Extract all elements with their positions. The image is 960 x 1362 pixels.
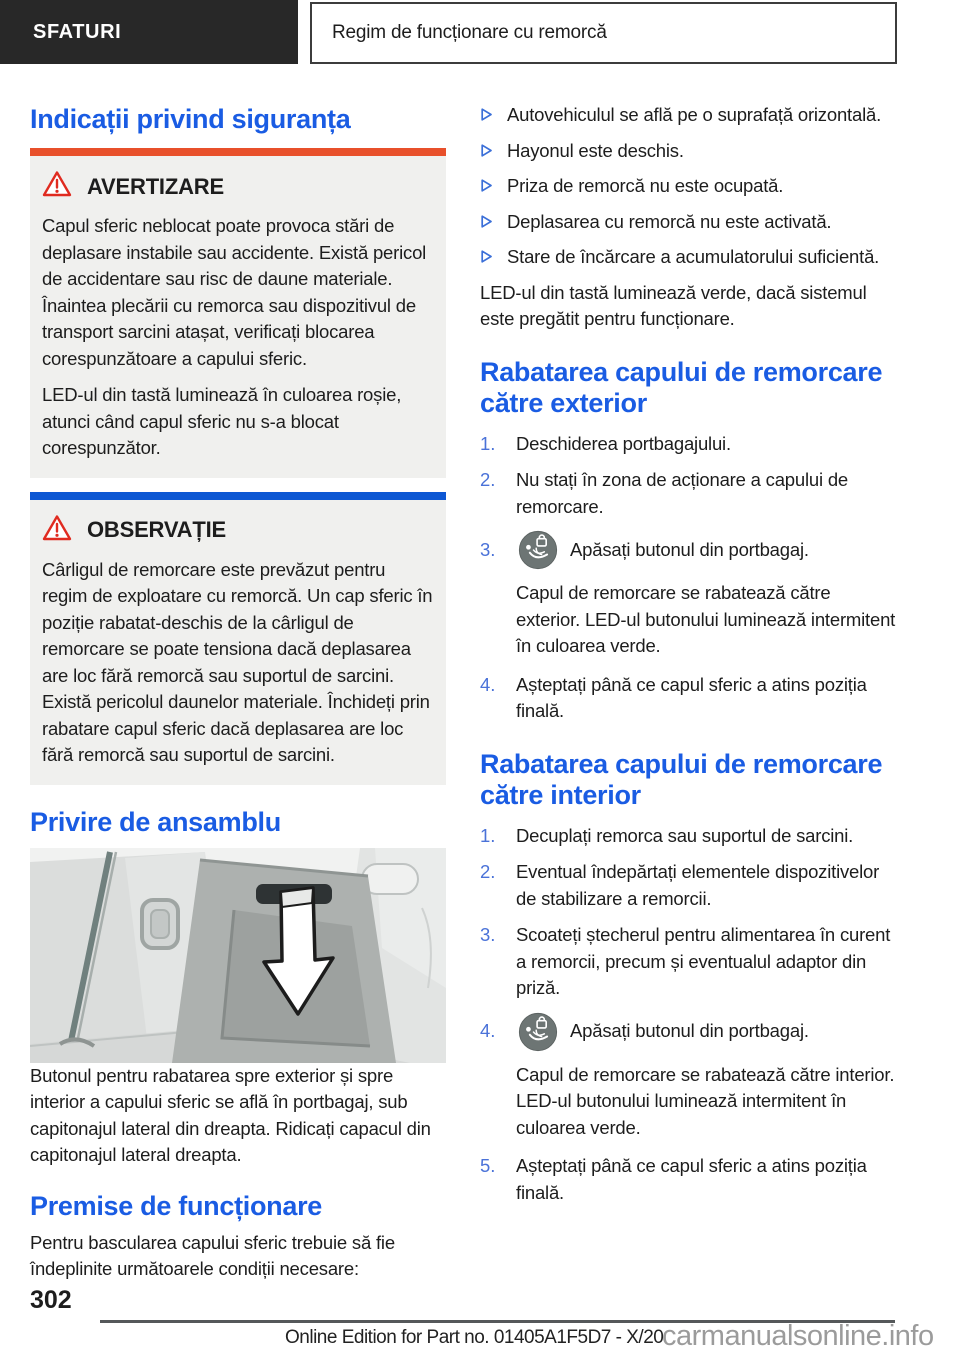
list-item-text: Priza de remorcă nu este ocupată. — [507, 175, 784, 196]
trailer-hitch-button-icon — [518, 530, 558, 570]
step-number: 1. — [480, 432, 496, 454]
step: 5. Așteptați până ce capul sferic a atins poziția finală. — [480, 1153, 898, 1206]
page-title: Indicații privind siguranța — [30, 104, 351, 134]
triangle-bullet-icon — [480, 214, 493, 236]
list-item — [480, 173, 898, 200]
notice-paragraph: Cârligul de remorcare este prevăzut pentru regim de exploatare cu remorcă. Un cap sferic în poziție rabatat-deschis de la cârligul de remorcare se poate tensiona dacă deplasarea are loc fără remorcă sau suportul de sarcini. Există pericolul daunelor materiale. Închideți prin rabatare capul sferic dacă deplasarea are loc fără remorcă sau suportul de sarcini. — [42, 558, 433, 765]
overview-paragraph: Butonul pentru rabatarea spre exterior și spre interior a capului sferic se află în portbagaj, sub capitonajul lateral din dreapta. Ridicați capacul din capitonajul lateral dreapta. — [30, 1064, 431, 1165]
warning-box — [30, 148, 446, 478]
list-item — [480, 244, 898, 271]
step-number: 3. — [480, 924, 496, 945]
list-item — [480, 209, 898, 236]
overview-heading: Privire de ansamblu — [30, 806, 281, 837]
premises-heading: Premise de funcționare — [30, 1190, 322, 1221]
list-item — [480, 102, 898, 129]
section-title: Regim de funcționare cu remorcă — [332, 22, 607, 43]
step-detail: Capul de remorcare se rabatează către interior. LED-ul butonului luminează intermitent în culoarea verde. — [516, 1063, 895, 1138]
notice-box — [30, 492, 446, 785]
step-number: 4. — [480, 673, 496, 695]
triangle-bullet-icon — [480, 178, 493, 200]
warning-paragraph: Capul sferic neblocat poate provoca stări de deplasare instabile sau accidente. Există pericol de accidentare sau risc de daune materiale. Înaintea plecării cu remorca sau dispozitivul de transport sarcini atașat, verificați blocarea corespunzătoare a capului sferic. — [42, 215, 427, 369]
fold-in-heading: Rabatarea capului de remorcare către interior — [480, 748, 883, 810]
step: 2. Eventual îndepărtați elementele dispozitivelor de stabilizare a remorcii. — [480, 859, 898, 912]
step-number: 2. — [480, 861, 496, 882]
step-number: 4. — [480, 1020, 496, 1042]
page-number: 302 — [30, 1286, 72, 1314]
step: 4. Apăsați butonul din portbagaj. — [480, 1012, 898, 1052]
chapter-tab — [0, 0, 298, 64]
triangle-bullet-icon — [480, 107, 493, 129]
warning-led-paragraph: LED-ul din tastă luminează în culoarea roșie, atunci când capul sferic nu s-a blocat corespunzător. — [42, 384, 402, 458]
step-number: 2. — [480, 469, 496, 490]
notice-accent-bar — [30, 492, 446, 500]
warning-title: AVERTIZARE — [87, 173, 224, 199]
step: 3. Apăsați butonul din portbagaj. — [480, 530, 898, 570]
watermark: carmanualsonline.info — [662, 1320, 934, 1352]
list-item-text: Autovehiculul se află pe o suprafață orizontală. — [507, 104, 882, 125]
step: 1. Deschiderea portbagajului. — [480, 431, 898, 458]
section-header-box — [310, 2, 897, 64]
notice-title: OBSERVAȚIE — [87, 517, 226, 542]
premises-paragraph: Pentru bascularea capului sferic trebuie să fie îndeplinite următoarele condiții necesare: — [30, 1231, 395, 1279]
led-status-note: LED-ul din tastă luminează verde, dacă sistemul este pregătit pentru funcționare. — [480, 281, 867, 329]
trailer-hitch-button-icon — [518, 1012, 558, 1052]
triangle-bullet-icon — [480, 143, 493, 165]
list-item-text: Hayonul este deschis. — [507, 139, 684, 161]
triangle-bullet-icon — [480, 249, 493, 271]
chapter-title: SFATURI — [33, 20, 122, 43]
step-detail: Capul de remorcare se rabatează către exterior. LED-ul butonului luminează intermitent în culoarea verde. — [516, 582, 896, 656]
list-item-text: Stare de încărcare a acumulatorului suficientă. — [507, 246, 880, 267]
left-column — [30, 64, 446, 1283]
step: 3. Scoateți ștecherul pentru alimentarea în curent a remorcii, precum și eventualul adaptor din priză. — [480, 922, 898, 1002]
step-number: 1. — [480, 824, 496, 846]
step: 4. Așteptați până ce capul sferic a atins poziția finală. — [480, 672, 898, 725]
step: 2. Nu stați în zona de acționare a capului de remorcare. — [480, 467, 898, 520]
warning-triangle-icon — [42, 514, 72, 547]
right-column — [480, 64, 898, 1216]
list-item-text: Deplasarea cu remorcă nu este activată. — [507, 210, 832, 232]
step-number: 5. — [480, 1155, 496, 1176]
edition-note: Online Edition for Part no. 01405A1F5D7 - X/20 — [285, 1327, 664, 1348]
list-item — [480, 138, 898, 165]
warning-triangle-icon — [42, 170, 72, 203]
fold-out-heading: Rabatarea capului de remorcare către exterior — [480, 356, 883, 418]
step-number: 3. — [480, 538, 496, 560]
trunk-illustration — [30, 848, 446, 1063]
step: 1. Decuplați remorca sau suportul de sarcini. — [480, 823, 898, 850]
warning-accent-bar — [30, 148, 446, 156]
